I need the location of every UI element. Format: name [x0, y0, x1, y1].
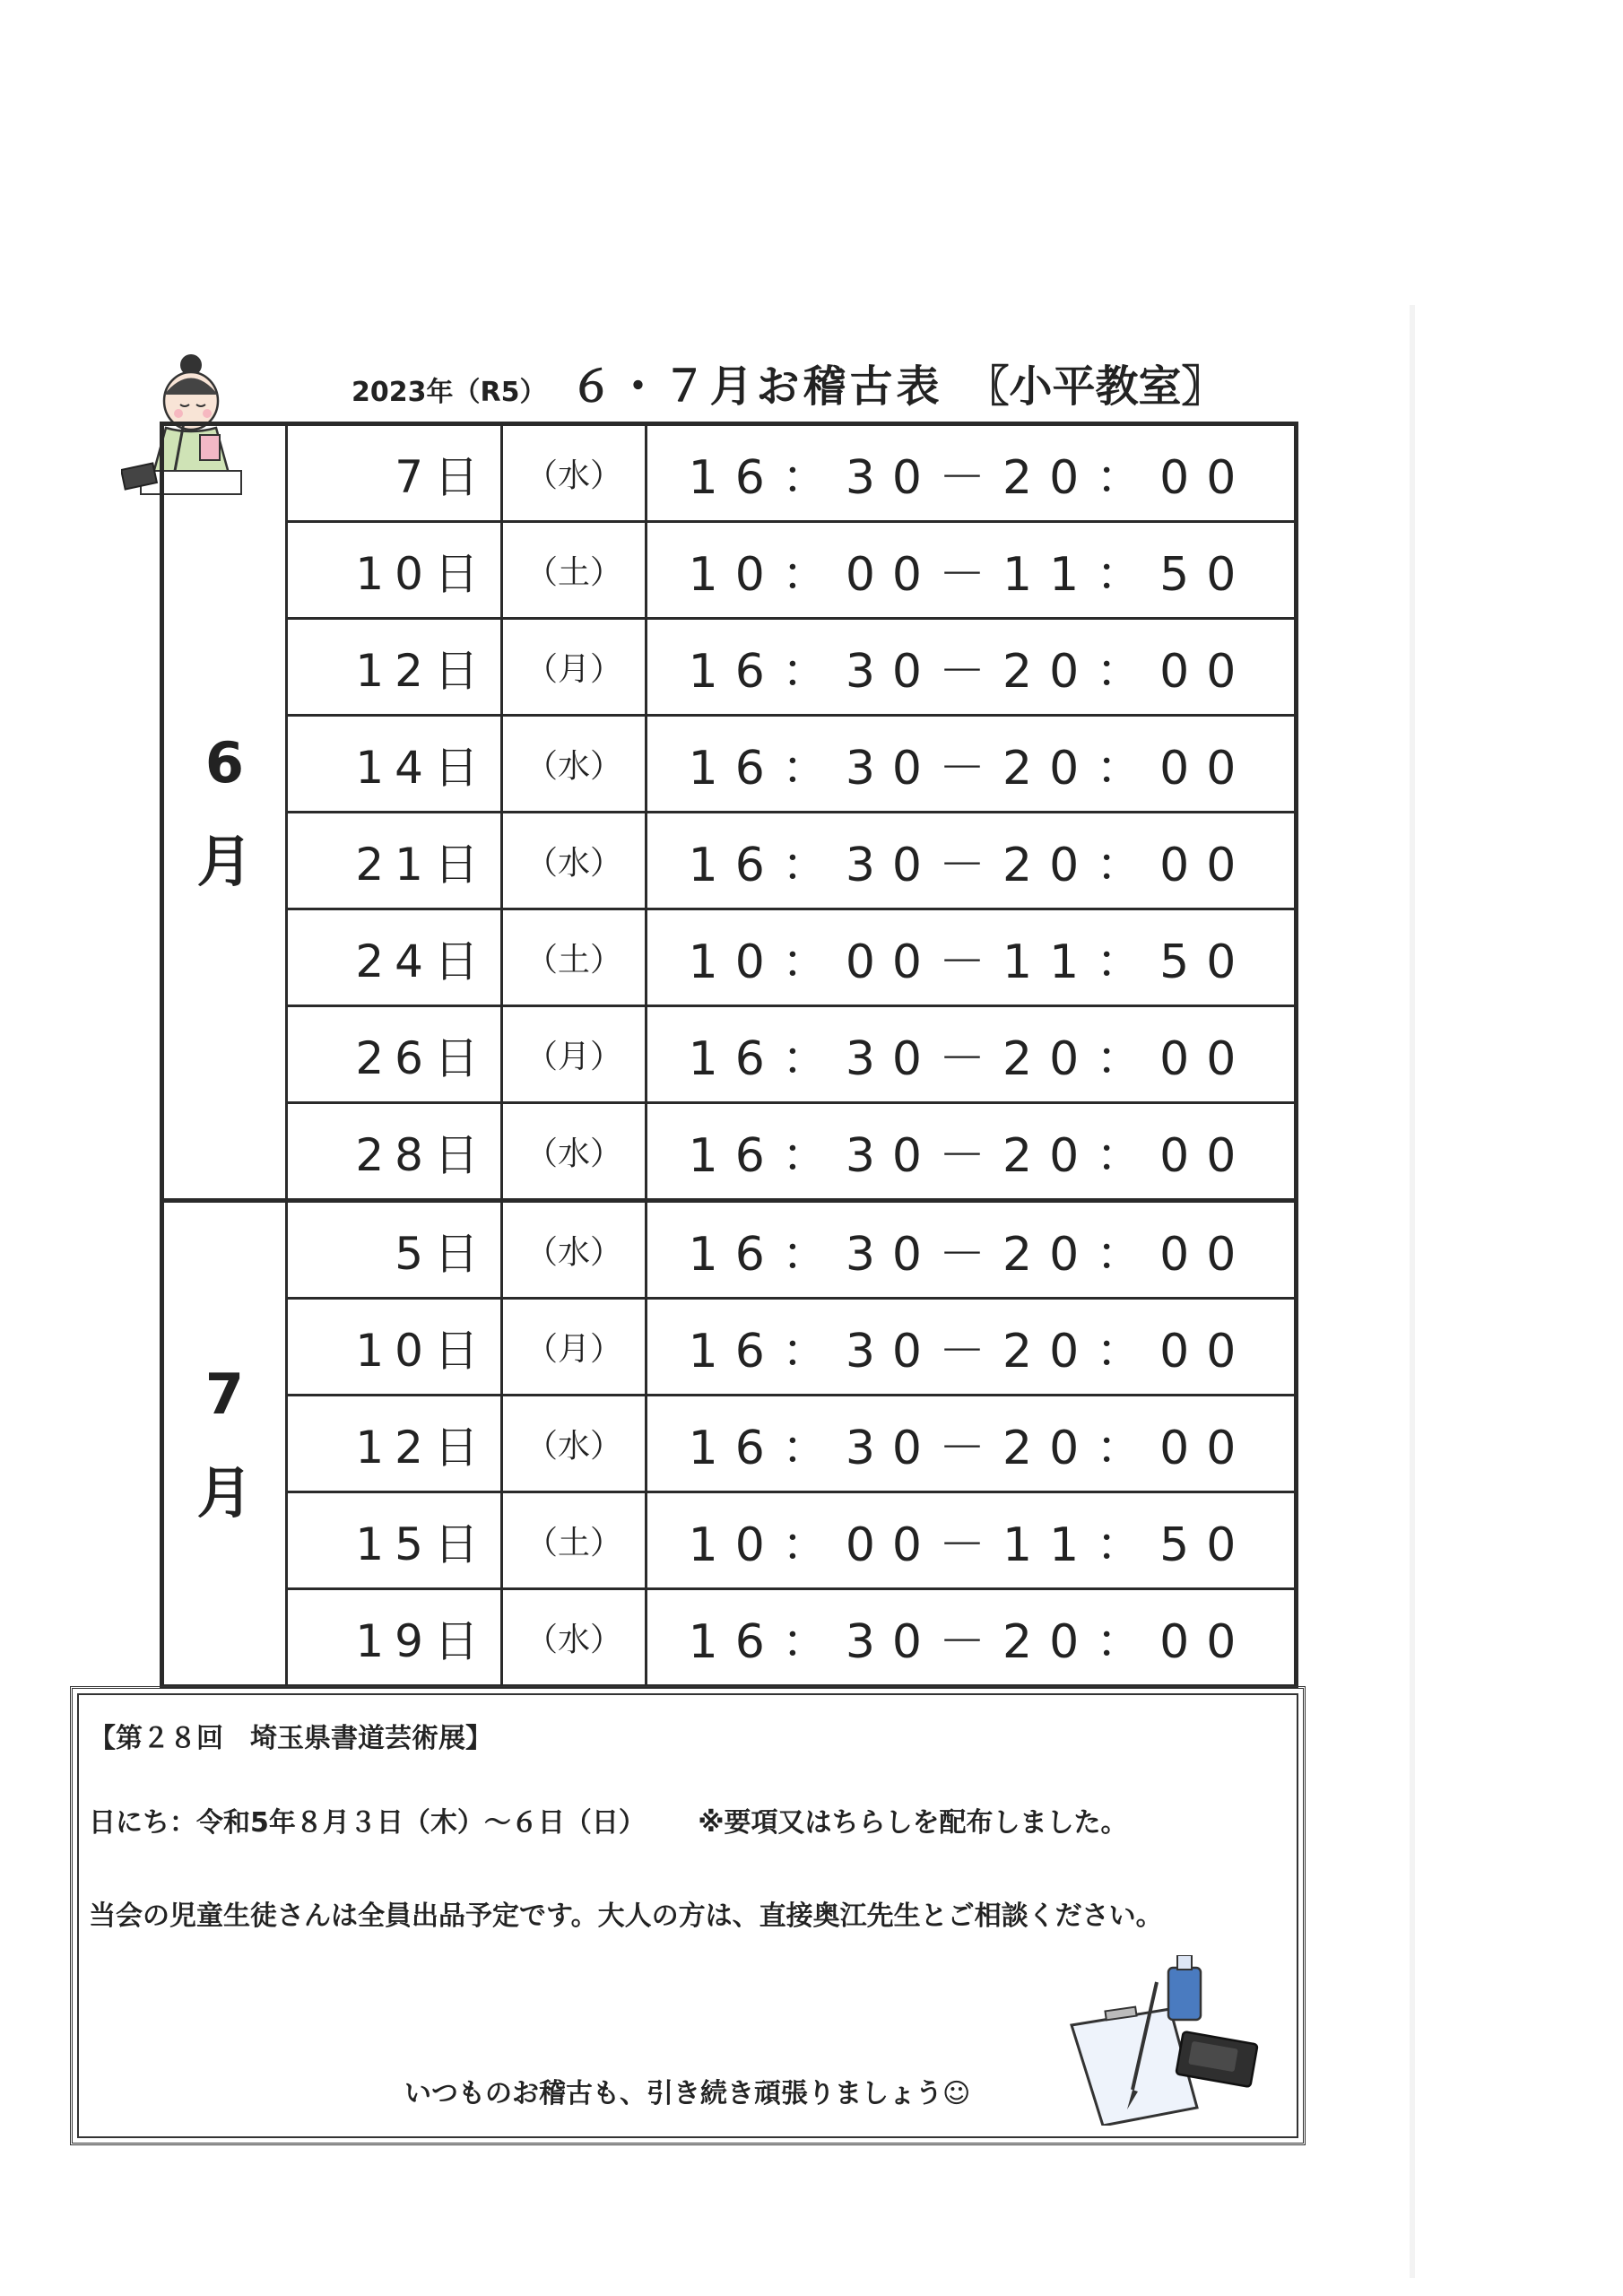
table-row — [288, 714, 1294, 811]
weekday-cell: （土） — [503, 1493, 647, 1587]
july-block — [164, 1198, 1294, 1684]
notice-closing: いつものお稽古も、引き続き頑張りましょう☺ — [404, 2078, 971, 2109]
table-row — [288, 908, 1294, 1004]
time-cell: 16：30－20：00 — [688, 1325, 1254, 1378]
weekday-cell: （月） — [503, 620, 647, 714]
date-cell: 26日 — [288, 1007, 503, 1101]
june-block — [164, 426, 1294, 1198]
schedule-table — [160, 422, 1298, 1689]
month-label-july — [164, 1203, 288, 1684]
table-row — [288, 1004, 1294, 1101]
time-cell: 10：00－11：50 — [688, 548, 1254, 602]
time-cell: 10：00－11：50 — [688, 1518, 1254, 1572]
time-cell: 16：30－20：00 — [688, 839, 1254, 892]
weekday-cell: （土） — [503, 523, 647, 617]
table-row — [288, 811, 1294, 908]
date-cell: 21日 — [288, 813, 503, 908]
table-row — [288, 426, 1294, 520]
date-cell: 19日 — [288, 1590, 503, 1684]
table-row — [288, 1491, 1294, 1587]
time-cell: 16：30－20：00 — [688, 1422, 1254, 1475]
time-cell: 16：30－20：00 — [688, 1129, 1254, 1183]
month-label-june — [164, 426, 288, 1198]
weekday-cell: （水） — [503, 426, 647, 520]
time-cell: 16：30－20：00 — [688, 451, 1254, 505]
date-cell: 10日 — [288, 523, 503, 617]
notice-entry: 当会の児童生徒さんは全員出品予定です。大人の方は、直接奥江先生とご相談ください。 — [89, 1900, 1163, 1932]
time-cell: 16：30－20：00 — [688, 1228, 1254, 1282]
time-cell: 16：30－20：00 — [688, 1615, 1254, 1669]
date-cell: 12日 — [288, 1396, 503, 1491]
date-cell: 28日 — [288, 1104, 503, 1198]
notice-dates: 日にち：令和5年８月３日（木）～６日（日） — [89, 1807, 646, 1839]
time-cell: 16：30－20：00 — [688, 645, 1254, 699]
date-cell: 7日 — [288, 426, 503, 520]
weekday-cell: （土） — [503, 910, 647, 1004]
weekday-cell: （水） — [503, 813, 647, 908]
month-digit: 7 — [204, 1361, 245, 1427]
date-cell: 15日 — [288, 1493, 503, 1587]
month-digit: 6 — [204, 729, 245, 796]
month-kanji: 月 — [196, 828, 253, 894]
weekday-cell: （月） — [503, 1007, 647, 1101]
table-row — [288, 617, 1294, 714]
page-title — [352, 352, 1248, 412]
date-cell: 24日 — [288, 910, 503, 1004]
weekday-cell: （水） — [503, 1203, 647, 1297]
date-cell: 12日 — [288, 620, 503, 714]
weekday-cell: （水） — [503, 1590, 647, 1684]
weekday-cell: （水） — [503, 1104, 647, 1198]
table-row — [288, 1394, 1294, 1491]
weekday-cell: （水） — [503, 1396, 647, 1491]
calligraphy-tools-illustration — [1063, 1955, 1269, 2126]
table-row — [288, 1203, 1294, 1297]
date-cell: 5日 — [288, 1203, 503, 1297]
title-year: 2023年（R5） — [352, 377, 547, 408]
month-kanji: 月 — [196, 1459, 253, 1526]
table-row — [288, 1101, 1294, 1198]
weekday-cell: （水） — [503, 717, 647, 811]
scan-edge — [1410, 305, 1415, 2278]
time-cell: 16：30－20：00 — [688, 742, 1254, 796]
table-row — [288, 520, 1294, 617]
title-classroom: 〖小平教室〗 — [966, 361, 1225, 412]
weekday-cell: （月） — [503, 1300, 647, 1394]
time-cell: 16：30－20：00 — [688, 1032, 1254, 1086]
date-cell: 10日 — [288, 1300, 503, 1394]
table-row — [288, 1587, 1294, 1684]
table-row — [288, 1297, 1294, 1394]
time-cell: 10：00－11：50 — [688, 935, 1254, 989]
notice-dates-line — [89, 1800, 1128, 1839]
notice-dates-note: ※要項又はちらしを配布しました。 — [698, 1807, 1128, 1839]
date-cell: 14日 — [288, 717, 503, 811]
title-main: ６・７月お稽古表 — [569, 361, 943, 412]
notice-heading: 【第２８回 埼玉県書道芸術展】 — [89, 1723, 492, 1754]
